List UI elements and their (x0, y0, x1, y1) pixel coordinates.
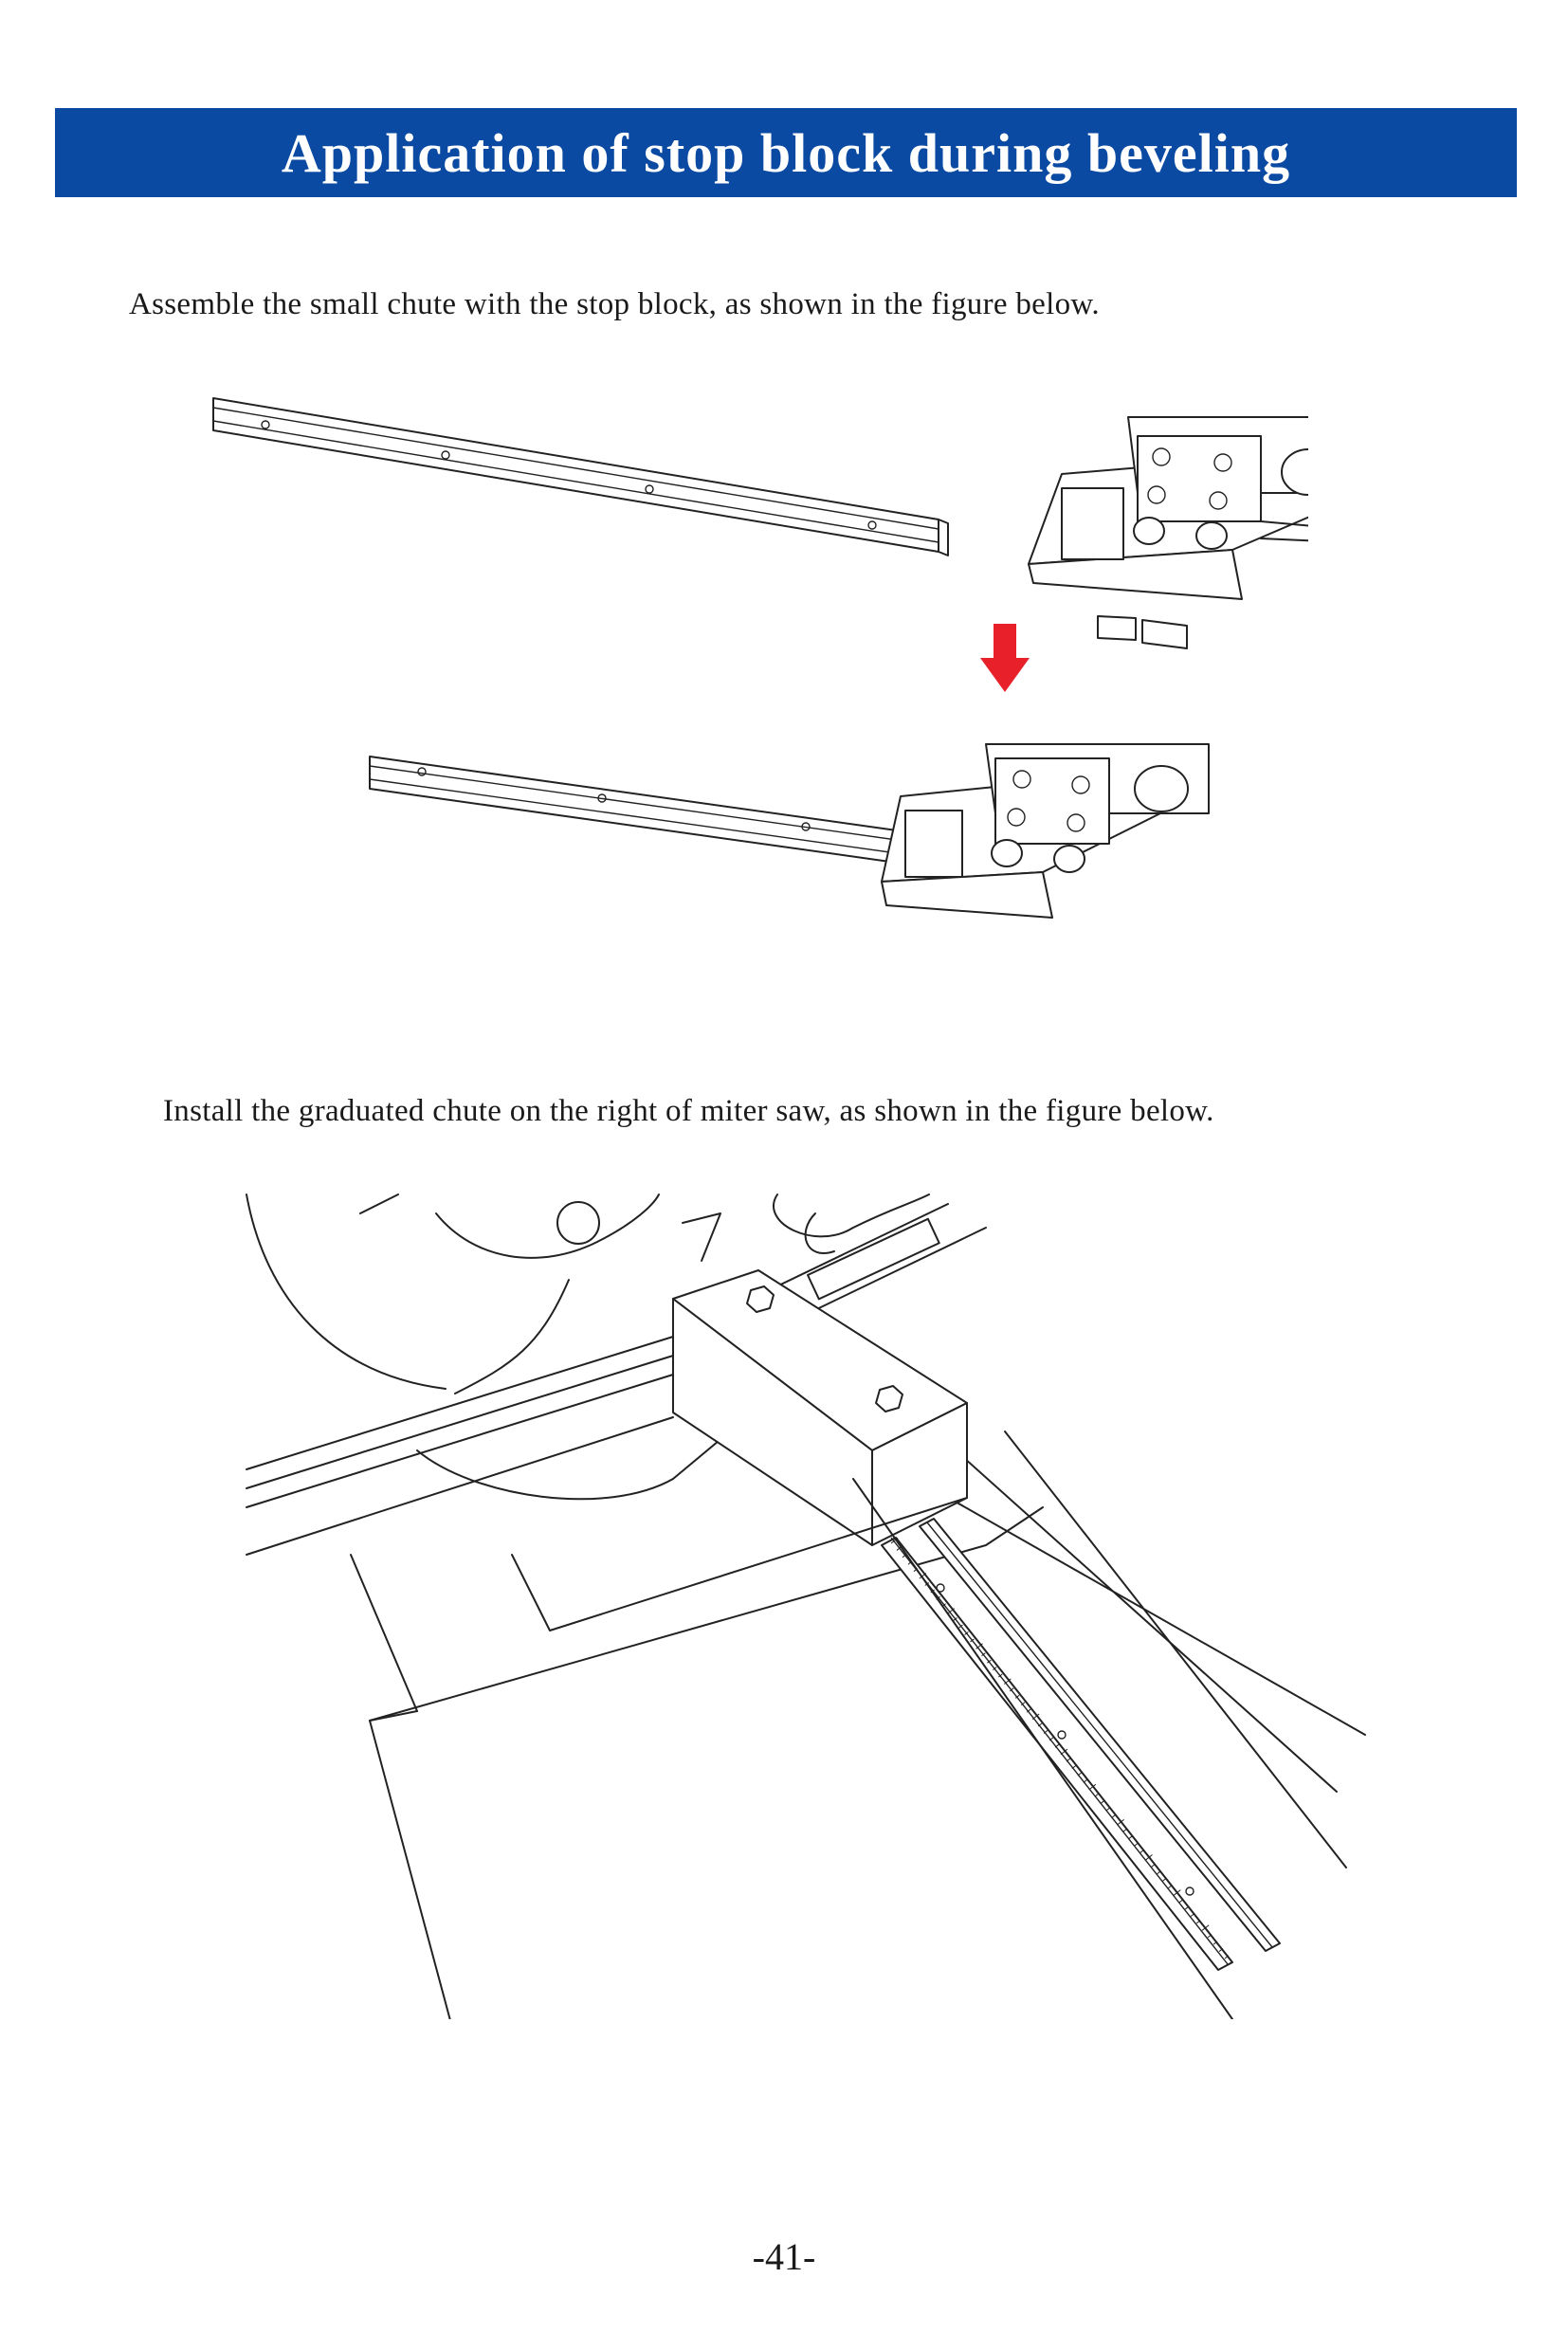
slide-nuts (1098, 616, 1187, 648)
saw-blade (246, 1194, 730, 1499)
title-banner (55, 108, 1517, 197)
graduated-chute (853, 1431, 1346, 2019)
miter-saw-figure (228, 1185, 1384, 2019)
instruction-assemble: Assemble the small chute with the stop block, as shown in the figure below. (129, 287, 1100, 321)
small-chute-rail (213, 398, 948, 556)
assembly-figure (190, 379, 1308, 948)
page-number: -41- (752, 2235, 816, 2278)
instruction-install: Install the graduated chute on the right of miter saw, as shown in the figure below. (163, 1094, 1214, 1128)
miter-table (351, 1498, 1043, 2019)
stop-block (1029, 417, 1308, 599)
down-arrow-icon (980, 624, 1030, 692)
stop-block-on-saw (673, 1219, 967, 1545)
assembled-chute-with-block (370, 744, 1209, 918)
page-title: Application of stop block during beveling (281, 121, 1291, 184)
